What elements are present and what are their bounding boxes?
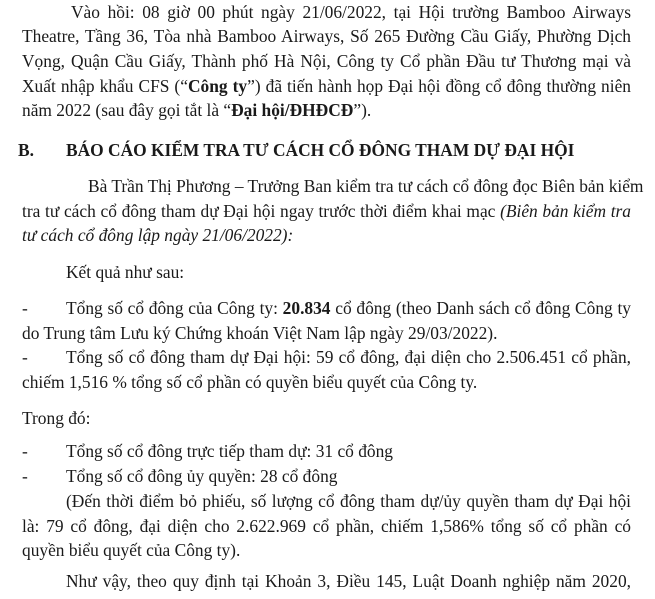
bullet-2-line-2: chiếm 1,516 % tổng số cổ phần có quyền biểu quyết của Công ty. xyxy=(22,372,478,392)
report-line-3: tư cách cổ đông lập ngày 21/06/2022): xyxy=(22,225,294,245)
intro-line-3: Vọng, Quận Cầu Giấy, Thành phố Hà Nội, Công ty Cổ phần Đầu tư Thương mại và xyxy=(22,51,631,71)
report-line-2-text: tra tư cách cổ đông tham dự Đại hội ngay trước thời điểm khai mạc xyxy=(22,201,501,221)
sub-bullet-2-text: Tổng số cổ đông ủy quyền: 28 cổ đông xyxy=(66,466,338,486)
section-letter: B. xyxy=(18,140,34,160)
bullet-dash: - xyxy=(22,298,28,318)
bullet-1-text xyxy=(66,298,631,318)
bullet-dash: - xyxy=(22,466,28,486)
intro-line-4 xyxy=(22,76,631,96)
conclusion-line-1: Như vậy, theo quy định tại Khoản 3, Điều 145, Luật Doanh nghiệp năm 2020, xyxy=(66,571,631,591)
total-shareholders-count: 20.834 xyxy=(282,298,331,318)
results-label: Kết quả như sau: xyxy=(66,262,185,282)
section-title: BÁO CÁO KIỂM TRA TƯ CÁCH CỔ ĐÔNG THAM DỰ ĐẠI HỘI xyxy=(66,140,575,160)
bullet-dash: - xyxy=(22,441,28,461)
intro-line-5-text-a: năm 2022 (sau đây gọi tắt là “ xyxy=(22,100,232,120)
bullet-dash: - xyxy=(22,347,28,367)
report-line-2 xyxy=(22,201,631,221)
report-line-2-italic: (Biên bản kiểm tra xyxy=(500,201,631,221)
intro-line-2: Theatre, Tầng 36, Tòa nhà Bamboo Airways, Số 265 Đường Cầu Giấy, Phường Dịch xyxy=(22,26,631,46)
of-which-label: Trong đó: xyxy=(22,408,91,428)
report-line-1: Bà Trần Thị Phương – Trưởng Ban kiểm tra tư cách cổ đông đọc Biên bản kiểm xyxy=(88,176,644,196)
bullet-1-text-a: Tổng số cổ đông của Công ty: xyxy=(66,298,283,318)
company-term: Công ty xyxy=(187,76,248,96)
intro-line-5 xyxy=(22,100,371,120)
voting-line-3: quyền biểu quyết của Công ty). xyxy=(22,540,241,560)
voting-line-1: (Đến thời điểm bỏ phiếu, số lượng cổ đông tham dự/ủy quyền tham dự Đại hội xyxy=(66,491,631,511)
intro-line-4-text-a: Xuất nhập khẩu CFS (“ xyxy=(22,76,188,96)
voting-line-2: là: 79 cổ đông, đại diện cho 2.622.969 cổ phần, chiếm 1,586% tổng số cổ phần có xyxy=(22,516,631,536)
intro-line-1: Vào hồi: 08 giờ 00 phút ngày 21/06/2022, tại Hội trường Bamboo Airways xyxy=(71,2,631,22)
bullet-2-text: Tổng số cổ đông tham dự Đại hội: 59 cổ đông, đại diện cho 2.506.451 cổ phần, xyxy=(66,347,631,367)
bullet-1-text-b: cổ đông (theo Danh sách cổ đông Công ty xyxy=(330,298,631,318)
meeting-term: Đại hội/ĐHĐCĐ xyxy=(231,100,354,120)
bullet-1-line-2: do Trung tâm Lưu ký Chứng khoán Việt Nam lập ngày 29/03/2022). xyxy=(22,323,498,343)
sub-bullet-1-text: Tổng số cổ đông trực tiếp tham dự: 31 cổ đông xyxy=(66,441,393,461)
intro-line-4-text-b: ”) đã tiến hành họp Đại hội đồng cổ đông thường niên xyxy=(247,76,631,96)
intro-line-5-text-b: ”). xyxy=(353,100,372,120)
